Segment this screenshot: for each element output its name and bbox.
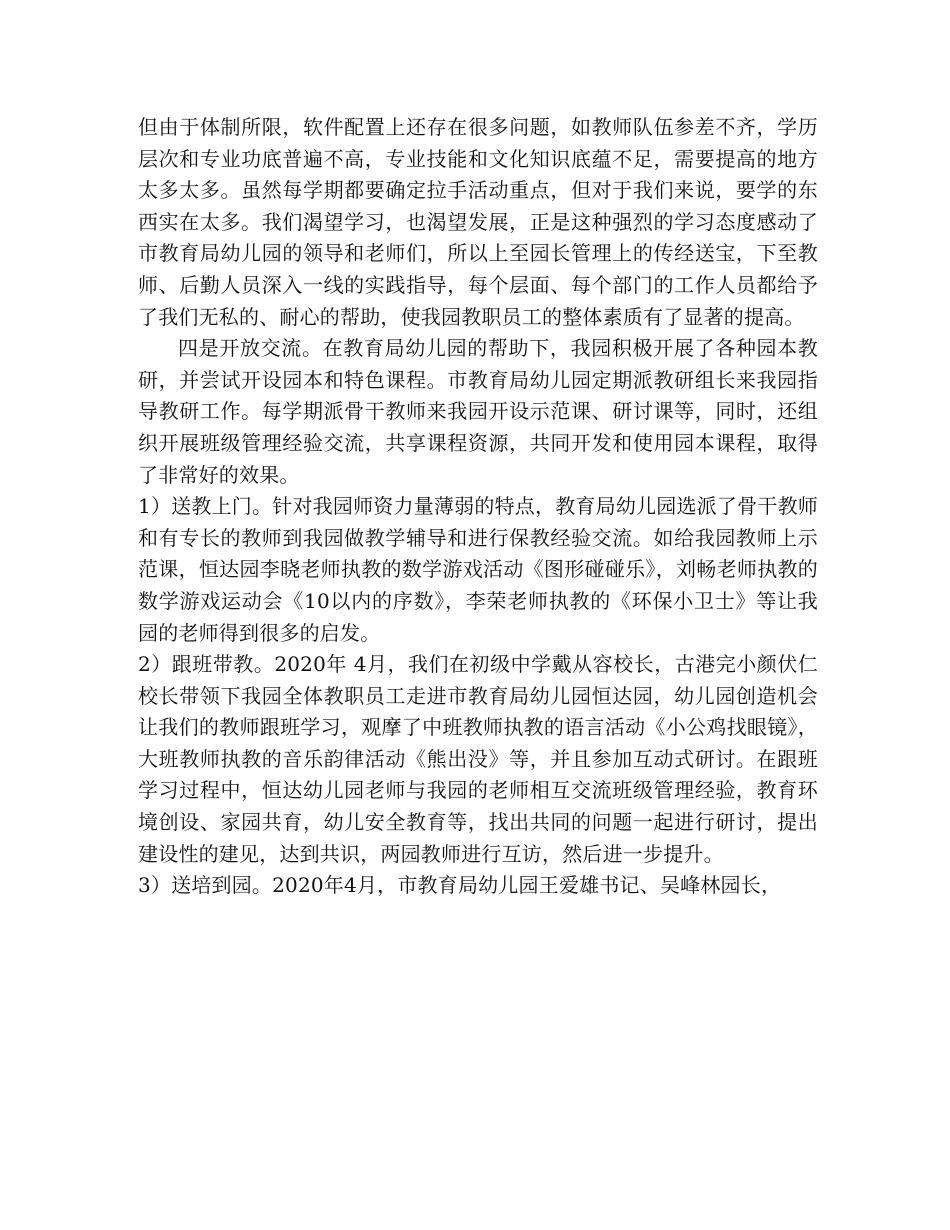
document-body (138, 112, 818, 902)
paragraph-5: 3）送培到园。2020年4月，市教育局幼儿园王爱雄书记、吴峰林园长， (138, 873, 782, 898)
paragraph-3: 1）送教上门。针对我园师资力量薄弱的特点，教育局幼儿园选派了骨干教师和有专长的教师到我园做教学辅导和进行保教经验交流。如给我园教师上示范课，恒达园李晓老师执教的数学游戏活动《图形碰碰乐》，刘畅老师执教的数学游戏运动会《10以内的序数》，李荣老师执教的《环保小卫士》等让我园的老师得到很多的启发。 (138, 494, 818, 645)
paragraph-1: 但由于体制所限，软件配置上还存在很多问题，如教师队伍参差不齐，学历层次和专业功底普遍不高，专业技能和文化知识底蕴不足，需要提高的地方太多太多。虽然每学期都要确定拉手活动重点，但对于我们来说，要学的东西实在太多。我们渴望学习，也渴望发展，正是这种强烈的学习态度感动了市教育局幼儿园的领导和老师们，所以上至园长管理上的传经送宝，下至教师、后勤人员深入一线的实践指导，每个层面、每个部门的工作人员都给予了我们无私的、耐心的帮助，使我园教职员工的整体素质有了显著的提高。 (138, 115, 818, 329)
paragraph-4: 2）跟班带教。2020年 4月，我们在初级中学戴从容校长，古港完小颜伏仁校长带领下我园全体教职员工走进市教育局幼儿园恒达园，幼儿园创造机会让我们的教师跟班学习，观摩了中班教师执教的语言活动《小公鸡找眼镜》，大班教师执教的音乐韵律活动《熊出没》等，并且参加互动式研讨。在跟班学习过程中，恒达幼儿园老师与我园的老师相互交流班级管理经验，教育环境创设、家园共育，幼儿安全教育等，找出共同的问题一起进行研讨，提出建设性的建见，达到共识，两园教师进行互访，然后进一步提升。 (138, 652, 818, 866)
paragraph-2: 四是开放交流。在教育局幼儿园的帮助下，我园积极开展了各种园本教研，并尝试开设园本和特色课程。市教育局幼儿园定期派教研组长来我园指导教研工作。每学期派骨干教师来我园开设示范课、研讨课等，同时，还组织开展班级管理经验交流，共享课程资源，共同开发和使用园本课程，取得了非常好的效果。 (138, 336, 818, 487)
